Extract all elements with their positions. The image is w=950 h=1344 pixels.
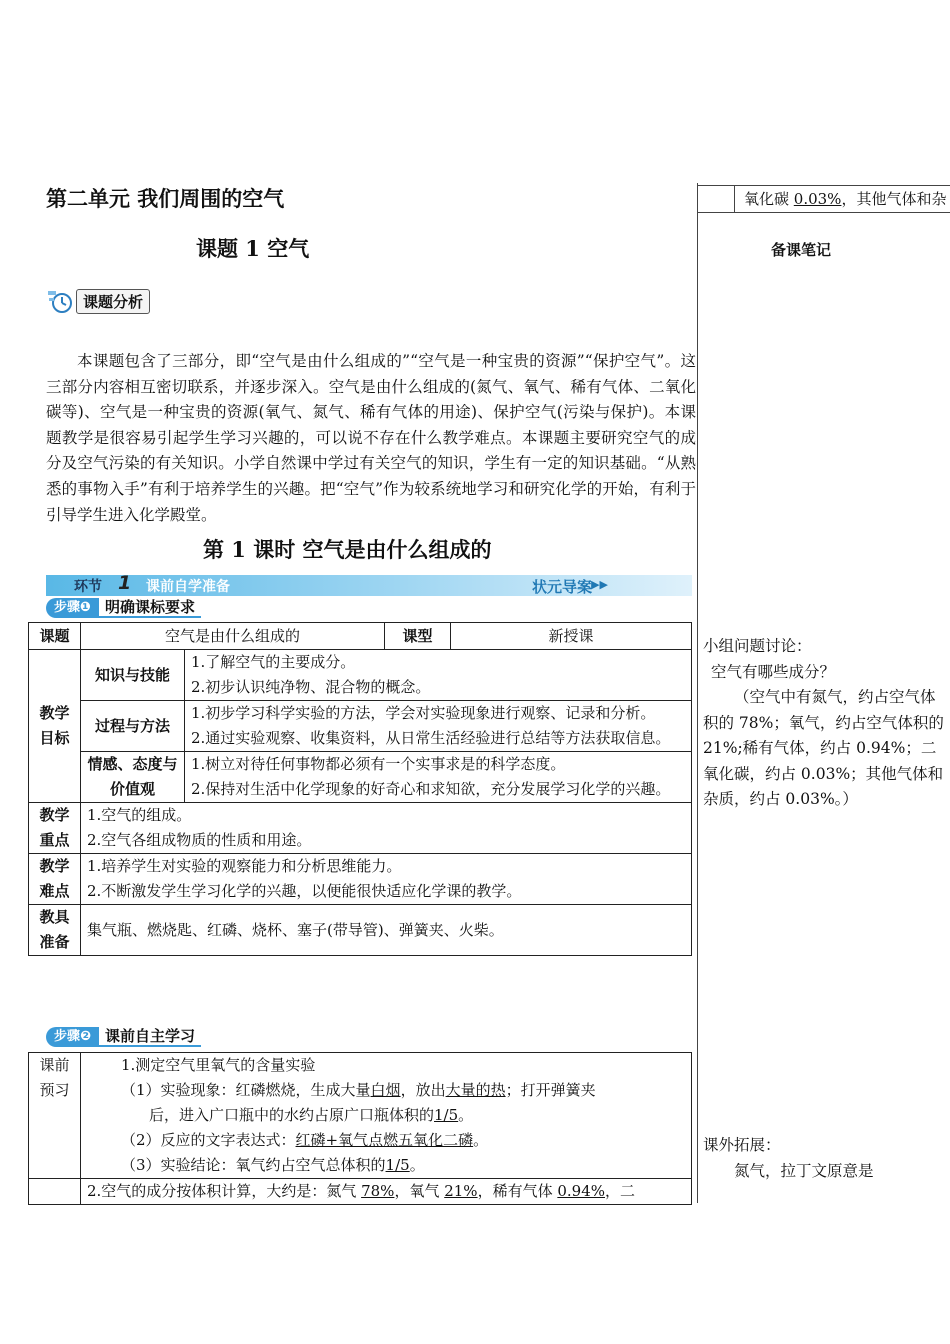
composition-line: 2.空气的成分按体积计算，大约是：氮气 78%，氧气 21%，稀有气体 0.94%，二 [81, 1179, 692, 1205]
process-content: 1.初步学习科学实验的方法，学会对实验现象进行观察、记录和分析。 2.通过实验观察、收集资料，从日常生活经验进行总结等方法获取信息。 [185, 701, 692, 752]
type-value: 新授课 [451, 623, 692, 650]
goals-label: 教学目标 [29, 650, 81, 803]
side-continuation-box [698, 185, 950, 213]
extension-block [703, 1133, 948, 1184]
discussion-block [703, 634, 948, 813]
margin-divider [697, 183, 698, 1203]
knowledge-content: 1.了解空气的主要成分。 2.初步认识纯净物、混合物的概念。 [185, 650, 692, 701]
step1-header [46, 598, 201, 618]
key-label: 教学重点 [29, 803, 81, 854]
extension-title: 课外拓展： [703, 1136, 781, 1154]
side-continuation-text: 氧化碳 0.03%，其他气体和杂 [744, 190, 947, 208]
discussion-title: 小组问题讨论： [703, 637, 812, 655]
arrow-icon: ▶▶ [591, 578, 608, 591]
clock-icon [46, 288, 76, 314]
section-huanjie: 环节 [74, 579, 102, 595]
topic-value: 空气是由什么组成的 [81, 623, 385, 650]
notes-title: 备课笔记 [771, 241, 832, 259]
guide-label: 状元导案 [531, 578, 592, 596]
type-header: 课型 [385, 623, 451, 650]
extension-text: 氮气，拉丁文原意是 [734, 1161, 874, 1180]
discussion-answer: （空气中有氮气，约占空气体积的 78%；氧气，约占空气体积的 21%;稀有气体，约占 0.94%；二氧化碳，约占 0.03%；其他气体和杂质，约占 0.03%。） [703, 688, 944, 808]
step1-pill: 步骤❶ [46, 598, 99, 618]
goals-table [28, 622, 692, 956]
step2-pill: 步骤❷ [46, 1027, 99, 1047]
preview-table [28, 1052, 692, 1205]
analysis-label: 课题分析 [76, 289, 150, 314]
knowledge-label: 知识与技能 [81, 650, 185, 701]
topic-header: 课题 [29, 623, 81, 650]
intro-paragraph: 本课题包含了三部分，即“空气是由什么组成的”“空气是一种宝贵的资源”“保护空气”。这三部分内容相互密切联系，并逐步深入。空气是由什么组成的(氮气、氧气、稀有气体、二氧化碳等)、空气是一种宝贵的资源(氧气、氮气、稀有气体的用途)、保护空气(污染与保护)。本课题教学是很容易引起学生学习兴趣的，可以说不存在什么教学难点。本课题主要研究空气的成分及空气污染的有关知识。小学自然课中学过有关空气的知识，学生有一定的知识基础。“从熟悉的事物入手”有利于培养学生的兴趣。把“空气”作为较系统地学习和研究化学的开始，有利于引导学生进入化学殿堂。 [46, 352, 696, 524]
difficulty-label: 教学难点 [29, 854, 81, 905]
key-content: 1.空气的组成。 2.空气各组成物质的性质和用途。 [81, 803, 692, 854]
preview-label: 课前预习 [29, 1053, 81, 1179]
preview-empty-cell [29, 1179, 81, 1205]
step1-text: 明确课标要求 [99, 598, 201, 618]
step2-text: 课前自主学习 [99, 1027, 201, 1047]
tools-content: 集气瓶、燃烧匙、红磷、烧杯、塞子(带导管)、弹簧夹、火柴。 [81, 905, 692, 956]
process-label: 过程与方法 [81, 701, 185, 752]
side-box-divider [734, 186, 735, 212]
section-number: 1 [118, 572, 132, 594]
step2-header [46, 1027, 201, 1047]
analysis-badge [46, 287, 150, 315]
emotion-content: 1.树立对待任何事物都必须有一个实事求是的科学态度。 2.保持对生活中化学现象的好奇心和求知欲，充分发展学习化学的兴趣。 [185, 752, 692, 803]
preview-content: 1.测定空气里氧气的含量实验 （1）实验现象：红磷燃烧，生成大量白烟，放出大量的热；打开弹簧夹 后，进入广口瓶中的水约占原广口瓶体积的1/5。 （2）反应的文字表达式：红磷+氧气点燃五氧化二磷。 （3）实验结论：氧气约占空气总体积的1/5。 [81, 1053, 692, 1179]
emotion-label: 情感、态度与价值观 [81, 752, 185, 803]
discussion-question: 空气有哪些成分？ [711, 662, 836, 681]
unit-title: 第二单元 我们周围的空气 [46, 186, 285, 211]
section-bar [46, 572, 692, 596]
period-title: 第 1 课时 空气是由什么组成的 [203, 537, 492, 562]
section-label: 课前自学准备 [146, 579, 230, 595]
lesson-title: 课题 1 空气 [196, 236, 310, 261]
tools-label: 教具准备 [29, 905, 81, 956]
difficulty-content: 1.培养学生对实验的观察能力和分析思维能力。 2.不断激发学生学习化学的兴趣，以便能很快适应化学课的教学。 [81, 854, 692, 905]
